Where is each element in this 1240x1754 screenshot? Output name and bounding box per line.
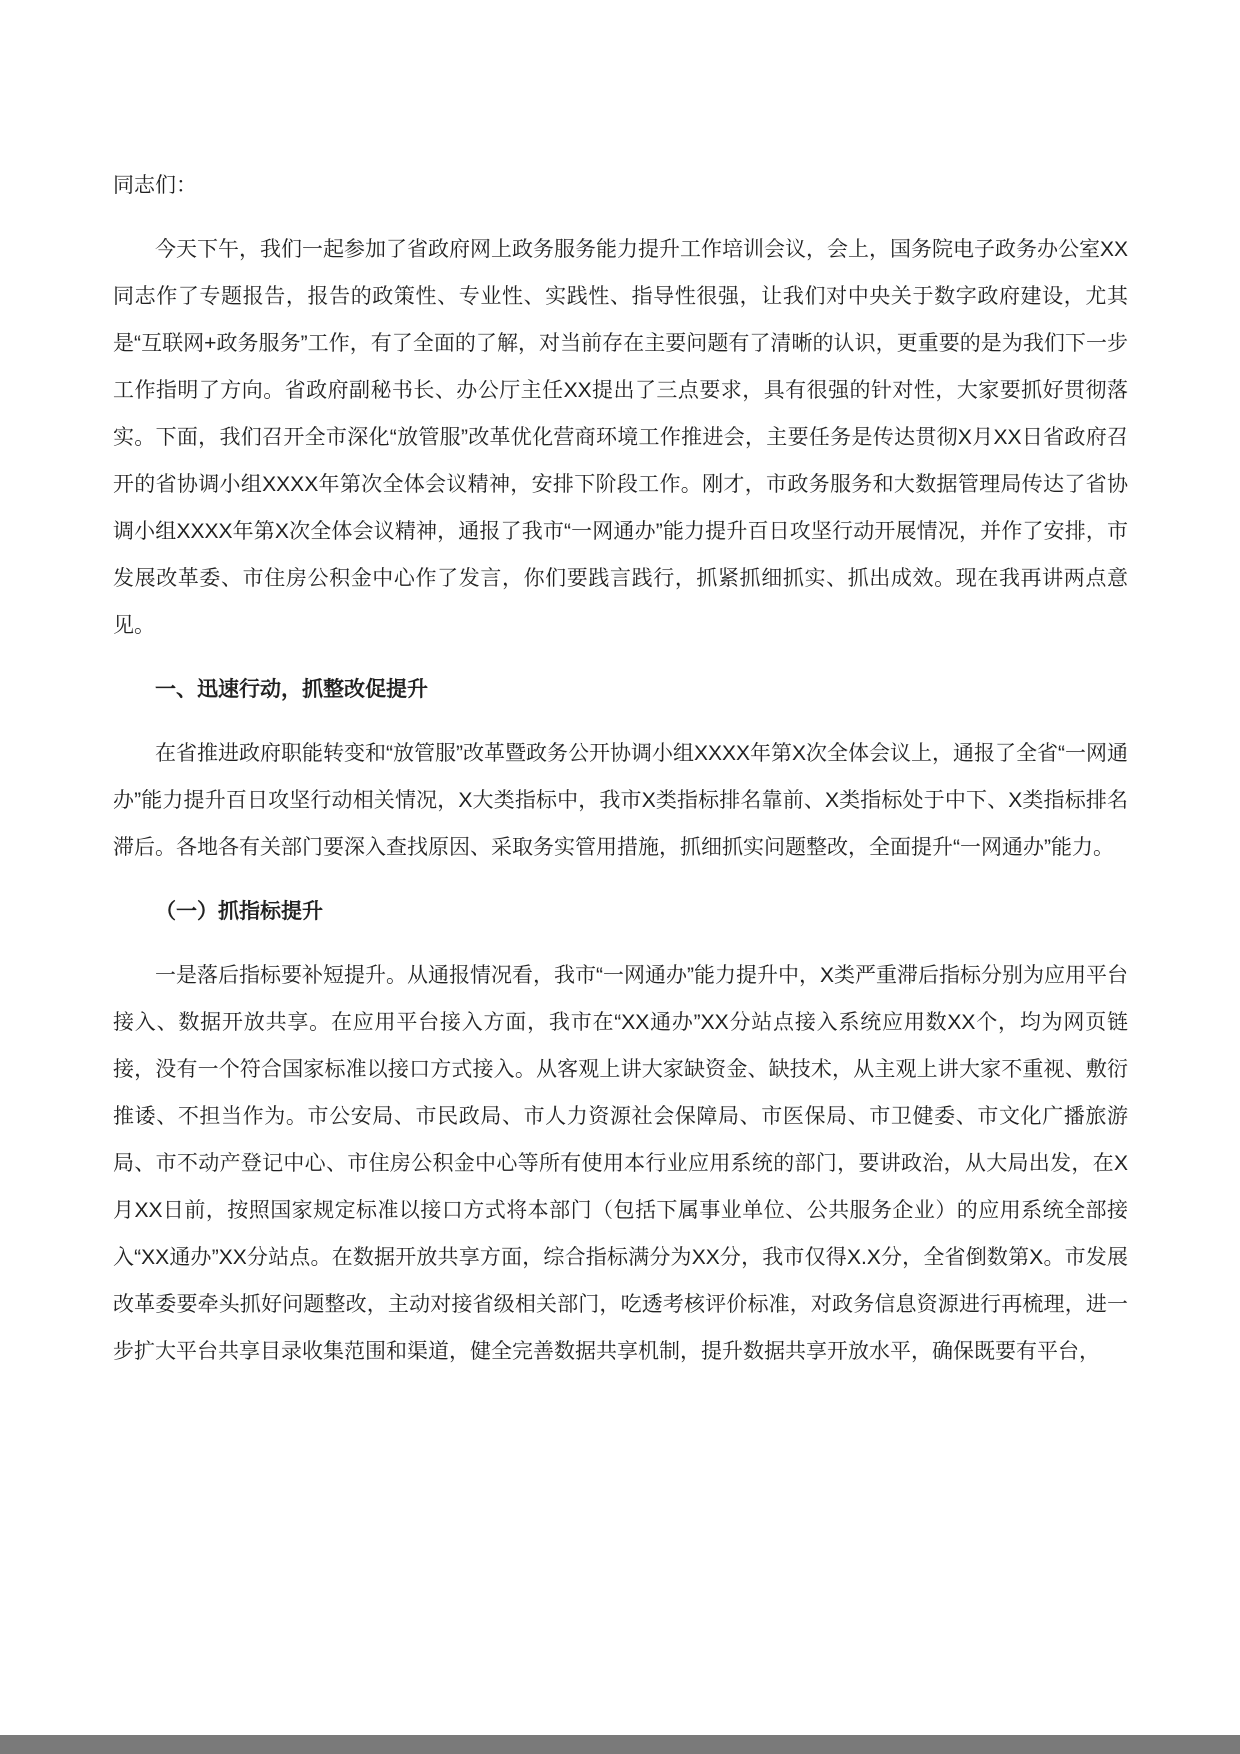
salutation-line: 同志们： bbox=[113, 174, 197, 197]
paragraph-subsection-1-1: 一是落后指标要补短提升。从通报情况看，我市“一网通办”能力提升中，X类严重滞后指标分别为应用平台接入、数据开放共享。在应用平台接入方面，我市在“XX通办”XX分站点接入系统应用数XX个，均为网页链接，没有一个符合国家标准以接口方式接入。从客观上讲大家缺资金、缺技术，从主观上讲大家不重视、敷衍推诿、不担当作为。市公安局、市民政局、市人力资源社会保障局、市医保局、市卫健委、市文化广播旅游局、市不动产登记中心、市住房公积金中心等所有使用本行业应用系统的部门，要讲政治，从大局出发，在X月XX日前，按照国家规定标准以接口方式将本部门（包括下属事业单位、公共服务企业）的应用系统全部接入“XX通办”XX分站点。在数据开放共享方面，综合指标满分为XX分，我市仅得X.X分，全省倒数第X。市发展改革委要牵头抓好问题整改，主动对接省级相关部门，吃透考核评价标准，对政务信息资源进行再梳理，进一步扩大平台共享目录收集范围和渠道，健全完善数据共享机制，提升数据共享开放水平，确保既要有平台， bbox=[113, 964, 1128, 1363]
subsection-heading-1-1: （一）抓指标提升 bbox=[155, 900, 323, 923]
page-boundary-bar bbox=[0, 1735, 1240, 1754]
section-heading-1: 一、迅速行动，抓整改促提升 bbox=[155, 678, 428, 701]
paragraph-intro: 今天下午，我们一起参加了省政府网上政务服务能力提升工作培训会议，会上，国务院电子政务办公室XX同志作了专题报告，报告的政策性、专业性、实践性、指导性很强，让我们对中央关于数字政府建设，尤其是“互联网+政务服务”工作，有了全面的了解，对当前存在主要问题有了清晰的认识，更重要的是为我们下一步工作指明了方向。省政府副秘书长、办公厅主任XX提出了三点要求，具有很强的针对性，大家要抓好贯彻落实。下面，我们召开全市深化“放管服”改革优化营商环境工作推进会，主要任务是传达贯彻X月XX日省政府召开的省协调小组XXXX年第次全体会议精神，安排下阶段工作。刚才，市政务服务和大数据管理局传达了省协调小组XXXX年第X次全体会议精神，通报了我市“一网通办”能力提升百日攻坚行动开展情况，并作了安排，市发展改革委、市住房公积金中心作了发言，你们要践言践行，抓紧抓细抓实、抓出成效。现在我再讲两点意见。 bbox=[113, 238, 1129, 637]
paragraph-section-1: 在省推进政府职能转变和“放管服”改革暨政务公开协调小组XXXX年第X次全体会议上，通报了全省“一网通办”能力提升百日攻坚行动相关情况，X大类指标中，我市X类指标排名靠前、X类指标处于中下、X类指标排名滞后。各地各有关部门要深入查找原因、采取务实管用措施，抓细抓实问题整改，全面提升“一网通办”能力。 bbox=[113, 742, 1129, 859]
